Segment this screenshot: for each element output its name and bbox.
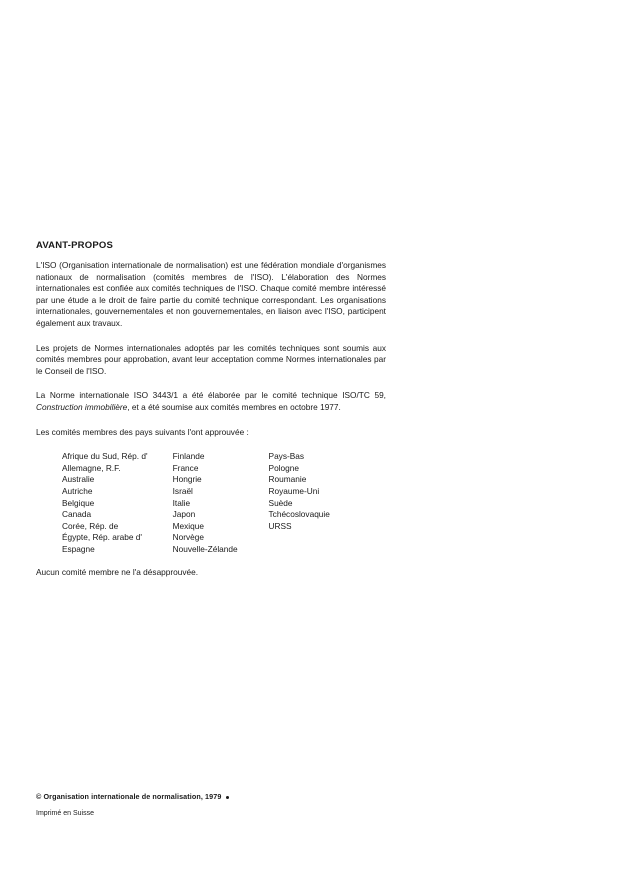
country-item: Israël: [172, 485, 193, 496]
country-item: Pays-Bas: [268, 451, 305, 462]
country-item: Espagne: [62, 543, 95, 554]
bullet-icon: [226, 796, 229, 799]
country-item: Roumanie: [268, 474, 307, 485]
country-item: Finlande: [172, 451, 205, 462]
copyright-text: © Organisation internationale de normalisation, 1979: [36, 792, 222, 801]
paragraph-3-text-start: La Norme internationale ISO 3443/1 a été élaborée par le comité technique ISO/TC 59,: [36, 390, 386, 401]
country-item: Corée, Rép. de: [62, 520, 119, 531]
country-item: Nouvelle-Zélande: [172, 543, 238, 554]
country-item: Mexique: [172, 520, 204, 531]
country-item: Suède: [268, 497, 293, 508]
country-item: Royaume-Uni: [268, 485, 320, 496]
country-column-2: [173, 451, 269, 555]
foreword-section: [36, 240, 386, 579]
country-item: Autriche: [62, 485, 93, 496]
country-item: Italie: [172, 497, 191, 508]
country-column-3: [269, 451, 386, 555]
country-item: URSS: [268, 520, 292, 531]
country-item: Afrique du Sud, Rép. d': [62, 451, 148, 462]
country-item: Japon: [172, 509, 196, 520]
paragraph-3-text-end: , et a été soumise aux comités membres en octobre 1977.: [127, 401, 341, 412]
foreword-paragraph-2: Les projets de Normes internationales adoptés par les comités techniques sont soumis aux comités membres pour approbation, avant leur acceptation comme Normes internationales par le Conseil de l'ISO.: [36, 342, 386, 376]
country-column-1: [62, 451, 173, 555]
country-item: France: [172, 462, 199, 473]
disapproval-statement: Aucun comité membre ne l'a désapprouvée.: [36, 567, 199, 578]
country-item: Australie: [62, 474, 95, 485]
copyright-notice: [36, 792, 229, 801]
country-item: Égypte, Rép. arabe d': [62, 532, 142, 543]
committee-title: Construction immobilière: [36, 401, 128, 412]
country-item: Pologne: [268, 462, 299, 473]
printed-in: Imprimé en Suisse: [36, 810, 94, 817]
country-item: Allemagne, R.F.: [62, 462, 121, 473]
country-list: [62, 451, 386, 555]
country-item: Hongrie: [172, 474, 202, 485]
foreword-paragraph-1: L'ISO (Organisation internationale de normalisation) est une fédération mondiale d'organismes nationaux de normalisation (comités membres de l'ISO). L'élaboration des Normes internationales est confiée aux comités techniques de l'ISO. Chaque comité membre intéressé par une étude a le droit de faire partie du comité technique correspondant. Les organisations internationales, gouvernementales et non gouvernementales, en liaison avec l'ISO, participent également aux travaux.: [36, 260, 386, 328]
country-item: Norvège: [172, 532, 204, 543]
approval-intro: Les comités membres des pays suivants l'ont approuvée :: [36, 426, 249, 437]
foreword-heading: AVANT-PROPOS: [36, 240, 113, 251]
country-item: Tchécoslovaquie: [268, 509, 330, 520]
foreword-paragraph-3: [36, 390, 386, 413]
country-item: Canada: [62, 509, 92, 520]
country-item: Belgique: [62, 497, 95, 508]
